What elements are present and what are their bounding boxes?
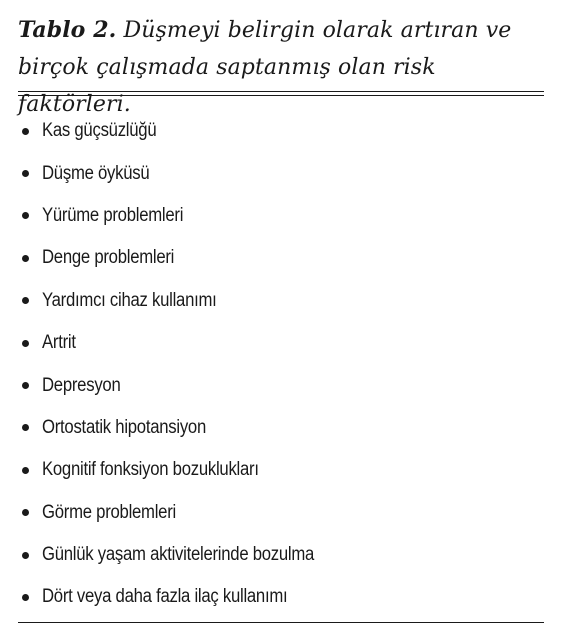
list-item-text: Yürüme problemleri bbox=[42, 204, 184, 226]
list-item bbox=[0, 152, 562, 194]
list-item-text: Düşme öyküsü bbox=[42, 162, 150, 184]
list-item-text: Yardımcı cihaz kullanımı bbox=[42, 289, 217, 311]
risk-factor-list bbox=[0, 110, 562, 619]
list-item-text: Görme problemleri bbox=[42, 501, 176, 523]
table-caption bbox=[18, 12, 548, 123]
list-item-text: Dört veya daha fazla ilaç kullanımı bbox=[42, 586, 288, 608]
list-item-text: Günlük yaşam aktivitelerinde bozulma bbox=[42, 544, 315, 566]
list-item bbox=[0, 280, 562, 322]
list-item-text: Kas güçsüzlüğü bbox=[42, 120, 157, 142]
list-item bbox=[0, 407, 562, 449]
list-item-text: Denge problemleri bbox=[42, 247, 175, 269]
bullet-icon bbox=[22, 552, 29, 559]
list-item bbox=[0, 110, 562, 152]
list-item bbox=[0, 492, 562, 534]
bullet-icon bbox=[22, 340, 29, 347]
footer-rule bbox=[18, 622, 544, 623]
list-item bbox=[0, 237, 562, 279]
list-item-text: Ortostatik hipotansiyon bbox=[42, 416, 207, 438]
bullet-icon bbox=[22, 509, 29, 516]
bullet-icon bbox=[22, 467, 29, 474]
list-item bbox=[0, 449, 562, 491]
list-item bbox=[0, 322, 562, 364]
bullet-icon bbox=[22, 382, 29, 389]
list-item bbox=[0, 364, 562, 406]
list-item-text: Kognitif fonksiyon bozuklukları bbox=[42, 459, 259, 481]
list-item bbox=[0, 534, 562, 576]
list-item-text: Artrit bbox=[42, 332, 76, 354]
list-item bbox=[0, 576, 562, 618]
bullet-icon bbox=[22, 212, 29, 219]
header-double-rule bbox=[18, 91, 544, 96]
table-label: Tablo 2. bbox=[18, 17, 117, 43]
bullet-icon bbox=[22, 297, 29, 304]
bullet-icon bbox=[22, 170, 29, 177]
bullet-icon bbox=[22, 128, 29, 135]
list-item-text: Depresyon bbox=[42, 374, 121, 396]
bullet-icon bbox=[22, 255, 29, 262]
bullet-icon bbox=[22, 424, 29, 431]
bullet-icon bbox=[22, 594, 29, 601]
table-title: Düşmeyi belirgin olarak artıran ve birçok çalışmada saptanmış olan risk faktörleri. bbox=[18, 18, 512, 117]
list-item bbox=[0, 195, 562, 237]
